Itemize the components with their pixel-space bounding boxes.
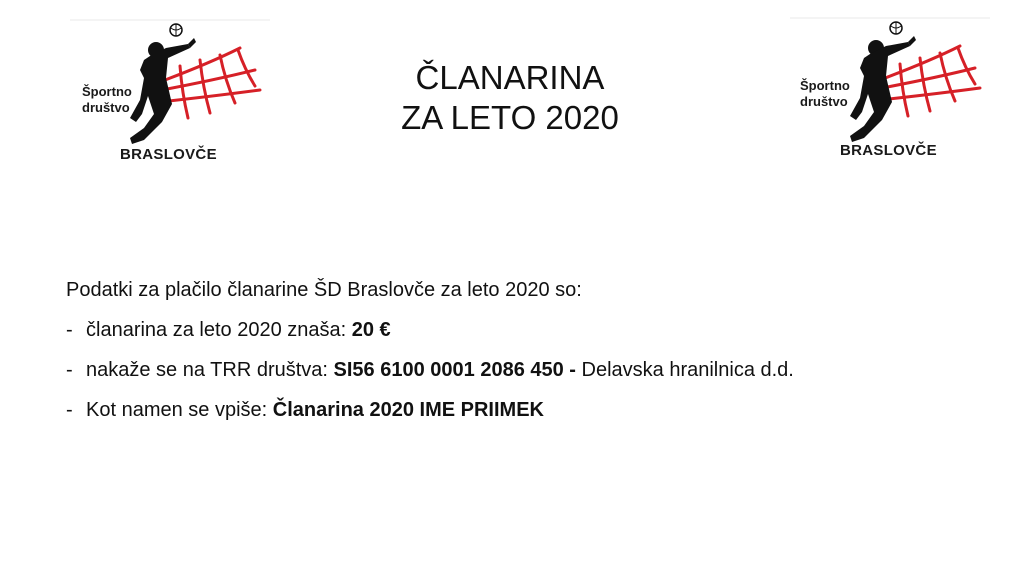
payment-info bbox=[66, 270, 794, 430]
item-bold-value: Članarina 2020 IME PRIIMEK bbox=[272, 399, 544, 421]
bullet-dash: - bbox=[66, 319, 73, 341]
intro-text: Podatki za plačilo članarine ŠD Braslovče za leto 2020 so: bbox=[66, 279, 582, 301]
item-bold-value: SI56 6100 0001 2086 450 - bbox=[333, 359, 576, 381]
logo-text-sportno: Športno bbox=[800, 78, 850, 93]
bullet-dash: - bbox=[66, 359, 73, 381]
list-item bbox=[66, 310, 794, 350]
club-logo-left bbox=[70, 18, 270, 168]
logo-text-braslovce: BRASLOVČE bbox=[120, 146, 217, 163]
list-item bbox=[66, 350, 794, 390]
page-title bbox=[330, 58, 690, 138]
title-line-1: ČLANARINA bbox=[415, 59, 605, 96]
item-text: nakaže se na TRR društva: bbox=[86, 359, 334, 381]
bullet-dash: - bbox=[66, 399, 73, 421]
title-line-2: ZA LETO 2020 bbox=[401, 99, 619, 136]
logo-text-drustvo: društvo bbox=[82, 99, 130, 115]
item-text: članarina za leto 2020 znaša: bbox=[86, 319, 352, 341]
item-text: Kot namen se vpiše: bbox=[86, 399, 273, 421]
item-bold-value: 20 € bbox=[351, 319, 391, 341]
list-item bbox=[66, 390, 794, 430]
club-logo-right bbox=[790, 16, 990, 166]
logo-text-braslovce: BRASLOVČE bbox=[840, 142, 937, 159]
logo-text-sportno: Športno bbox=[82, 84, 132, 99]
logo-text-drustvo: društvo bbox=[800, 93, 848, 109]
item-after-text: Delavska hranilnica d.d. bbox=[575, 359, 794, 381]
